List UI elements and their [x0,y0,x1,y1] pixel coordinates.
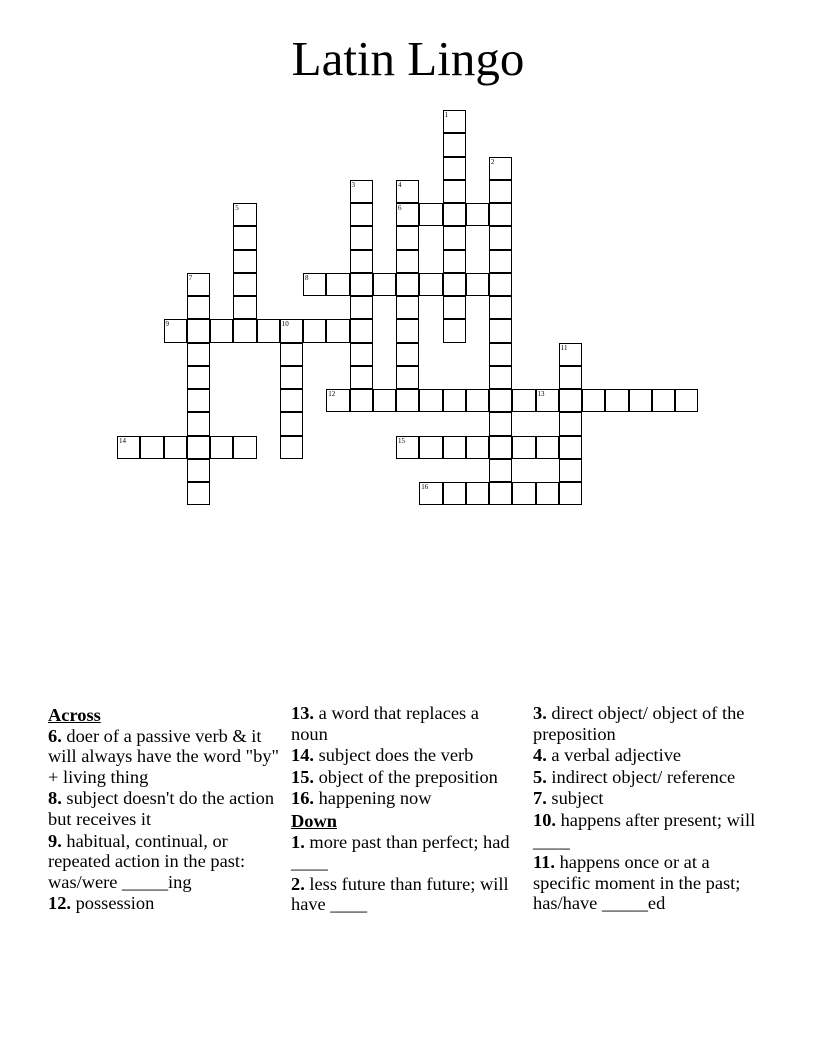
grid-cell[interactable] [419,482,442,505]
grid-cell[interactable] [210,436,233,459]
grid-cell[interactable] [187,459,210,482]
grid-cell[interactable] [326,273,349,296]
cell-number: 10 [281,320,289,329]
grid-cell[interactable] [443,482,466,505]
grid-cell[interactable] [233,273,256,296]
grid-cell[interactable] [559,412,582,435]
grid-cell[interactable] [280,343,303,366]
grid-cell[interactable] [489,412,512,435]
clue-down-7: 7. subject [533,788,604,809]
grid-cell[interactable] [489,436,512,459]
grid-cell[interactable] [233,226,256,249]
clue-across-16: 16. happening now [291,788,432,809]
grid-cell[interactable] [443,296,466,319]
grid-cell[interactable] [512,482,535,505]
clue-across-8: 8. subject doesn't do the action but receives it [48,788,275,829]
across-heading: Across [48,705,101,725]
clue-down-2: 2. less future than future; will have ____ [291,873,509,915]
grid-cell[interactable] [396,250,419,273]
grid-cell[interactable] [280,436,303,459]
grid-cell[interactable] [187,482,210,505]
grid-cell[interactable] [117,436,140,459]
grid-cell[interactable] [443,389,466,412]
grid-cell[interactable] [233,203,256,226]
grid-cell[interactable] [396,389,419,412]
grid-cell[interactable] [187,343,210,366]
grid-cell[interactable] [373,273,396,296]
grid-cell[interactable] [582,389,605,412]
grid-cell[interactable] [443,250,466,273]
grid-cell[interactable] [187,389,210,412]
cell-number: 1 [444,111,448,119]
grid-cell[interactable] [489,273,512,296]
grid-cell[interactable] [419,203,442,226]
puzzle-title: Latin Lingo [291,31,525,86]
clue-column-3 [533,703,765,915]
grid-cell[interactable] [489,389,512,412]
grid-cell[interactable] [280,366,303,389]
grid-cell[interactable] [396,180,419,203]
grid-cell[interactable] [489,343,512,366]
clue-down-4: 4. a verbal adjective [533,745,682,766]
grid-cell[interactable] [233,296,256,319]
cell-number: 13 [537,390,545,398]
cell-number: 5 [235,204,239,212]
grid-cell[interactable] [443,110,466,133]
grid-cell[interactable] [140,436,163,459]
grid-cell[interactable] [419,436,442,459]
grid-cell[interactable] [466,436,489,459]
clue-across-9: 9. habitual, continual, or repeated action in the past: was/were _____ing [48,830,246,892]
clue-down-10: 10. happens after present; will ____ [533,809,756,851]
cell-number: 8 [305,273,309,282]
clue-down-1: 1. more past than perfect; had ____ [291,831,510,873]
clue-across-6: 6. doer of a passive verb & it will always have the word "by" + living thing [48,725,280,787]
grid-cell[interactable] [350,296,373,319]
grid-cell[interactable] [466,273,489,296]
grid-cell[interactable] [536,436,559,459]
grid-cell[interactable] [443,226,466,249]
grid-cell[interactable] [373,389,396,412]
grid-cell[interactable] [396,366,419,389]
grid-cell[interactable] [466,203,489,226]
grid-cell[interactable] [629,389,652,412]
grid-cell[interactable] [443,157,466,180]
grid-cell[interactable] [350,180,373,203]
grid-cell[interactable] [419,389,442,412]
grid-cell[interactable] [164,436,187,459]
grid-cell[interactable] [559,459,582,482]
cell-number: 12 [328,390,336,398]
grid-cell[interactable] [396,436,419,459]
grid-cell[interactable] [605,389,628,412]
grid-cell[interactable] [396,343,419,366]
grid-cell[interactable] [350,250,373,273]
cell-number: 6 [398,204,402,212]
grid-cell[interactable] [559,366,582,389]
grid-cell[interactable] [233,319,256,342]
grid-cell[interactable] [489,180,512,203]
grid-cell[interactable] [489,226,512,249]
cell-number: 15 [398,436,405,445]
grid-cell[interactable] [396,319,419,342]
grid-cell[interactable] [303,319,326,342]
cell-number: 4 [398,180,402,189]
grid-cell[interactable] [233,250,256,273]
grid-cell[interactable] [675,389,698,412]
grid-cell[interactable] [512,389,535,412]
clue-across-13: 13. a word that replaces a noun [291,703,479,744]
grid-cell[interactable] [280,412,303,435]
down-heading: Down [291,810,337,831]
grid-cell[interactable] [233,436,256,459]
grid-cell[interactable] [466,389,489,412]
grid-cell[interactable] [466,482,489,505]
cell-number: 14 [119,436,126,445]
grid-cell[interactable] [489,157,512,180]
grid-cell[interactable] [396,203,419,226]
cell-number: 2 [491,157,495,166]
grid-cell[interactable] [419,273,442,296]
grid-cell[interactable] [443,436,466,459]
grid-cell[interactable] [512,436,535,459]
grid-cell[interactable] [326,389,349,412]
grid-cell[interactable] [350,366,373,389]
grid-cell[interactable] [443,319,466,342]
clue-down-3: 3. direct object/ object of the preposition [533,703,745,744]
grid-cell[interactable] [280,319,303,342]
grid-cell[interactable] [489,319,512,342]
grid-cell[interactable] [559,389,582,412]
grid-cell[interactable] [489,203,512,226]
cell-number: 9 [165,320,169,329]
grid-cell[interactable] [187,296,210,319]
grid-cell[interactable] [350,226,373,249]
grid-cell[interactable] [443,203,466,226]
grid-cell[interactable] [187,436,210,459]
clue-column-2 [291,703,519,916]
grid-cell[interactable] [187,412,210,435]
grid-cell[interactable] [257,319,280,342]
grid-cell[interactable] [652,389,675,412]
grid-cell[interactable] [303,273,326,296]
grid-cell[interactable] [326,319,349,342]
grid-cell[interactable] [489,482,512,505]
grid-cell[interactable] [443,273,466,296]
grid-cell[interactable] [187,366,210,389]
grid-cell[interactable] [443,180,466,203]
grid-cell[interactable] [559,343,582,366]
cell-number: 11 [560,343,568,352]
grid-cell[interactable] [559,482,582,505]
clue-across-15: 15. object of the preposition [291,766,498,787]
grid-cell[interactable] [187,319,210,342]
cell-number: 3 [351,180,355,189]
grid-cell[interactable] [489,296,512,319]
grid-cell[interactable] [396,296,419,319]
clue-across-12: 12. possession [48,893,155,914]
clue-across-14: 14. subject does the verb [291,745,474,766]
grid-cell[interactable] [350,389,373,412]
grid-cell[interactable] [559,436,582,459]
grid-cell[interactable] [489,366,512,389]
grid-cell[interactable] [210,319,233,342]
grid-cell[interactable] [489,250,512,273]
grid-cell[interactable] [443,133,466,156]
grid-cell[interactable] [536,482,559,505]
cell-number: 7 [188,273,193,282]
clue-down-5: 5. indirect object/ reference [533,766,736,787]
grid-cell[interactable] [164,319,187,342]
clue-column-1 [48,703,280,915]
grid-cell[interactable] [396,273,419,296]
cell-number: 16 [421,483,429,491]
grid-cell[interactable] [396,226,419,249]
grid-cell[interactable] [350,343,373,366]
grid-cell[interactable] [350,273,373,296]
grid-cell[interactable] [536,389,559,412]
clue-down-11: 11. happens once or at a specific moment in the past; has/have _____ed [533,852,741,914]
grid-cell[interactable] [350,203,373,226]
grid-cell[interactable] [187,273,210,296]
grid-cell[interactable] [280,389,303,412]
grid-cell[interactable] [350,319,373,342]
grid-cell[interactable] [489,459,512,482]
